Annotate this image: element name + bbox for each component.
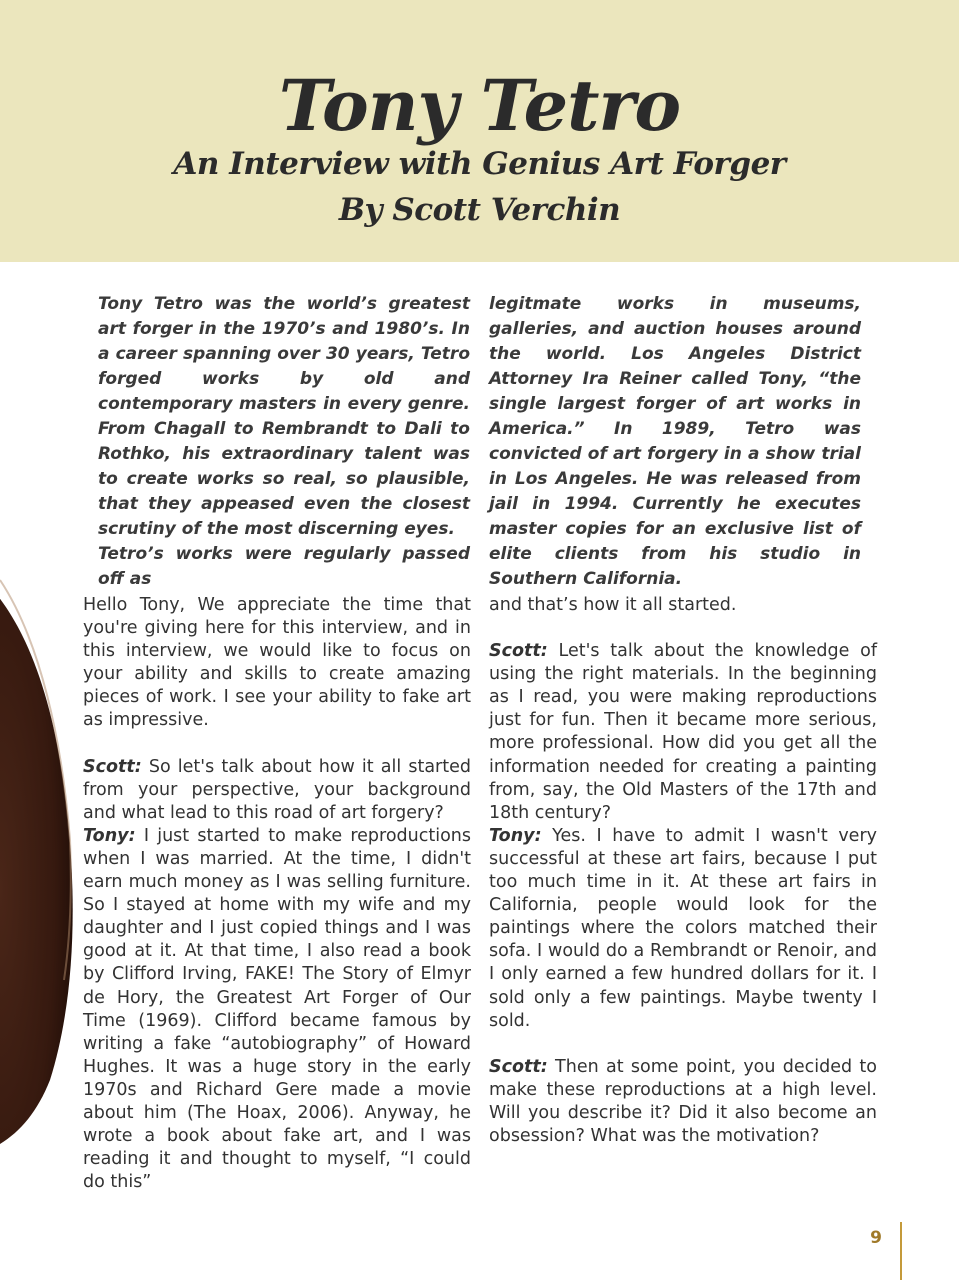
article-title: Tony Tetro bbox=[278, 64, 681, 147]
answer-paragraph bbox=[83, 825, 471, 1195]
question-text: Then at some point, you decided to make these reproductions at a high level. Will you describe it? Did it also become an obsession? What was the motivation? bbox=[489, 1056, 877, 1146]
article-byline: By Scott Verchin bbox=[338, 192, 621, 228]
painting-fragment-image bbox=[0, 560, 75, 1160]
question-paragraph bbox=[489, 640, 877, 825]
page-number: 9 bbox=[870, 1228, 882, 1248]
speaker-label: Tony: bbox=[489, 825, 542, 846]
speaker-label: Scott: bbox=[83, 756, 142, 777]
speaker-label: Scott: bbox=[489, 641, 548, 662]
question-paragraph bbox=[83, 756, 471, 825]
speaker-label: Scott: bbox=[489, 1056, 548, 1077]
interview-column-left bbox=[83, 594, 471, 1194]
speaker-label: Tony: bbox=[83, 825, 136, 846]
question-text: So let's talk about how it all started from your perspective, your background and what lead to this road of art forgery? bbox=[83, 756, 471, 823]
answer-paragraph bbox=[489, 825, 877, 1033]
intro-paragraph: legitmate works in museums, galleries, and auction houses around the world. Los Angeles District Attorney Ira Reiner called Tony, “the single largest forger of art works in America.” In 1989, Tetro was convicted of art forgery in a show trial in Los Angeles. He was released from jail in 1994. Currently he executes master copies for an exclusive list of elite clients from his studio in Southern California. bbox=[489, 294, 861, 589]
answer-continuation: and that’s how it all started. bbox=[489, 595, 737, 615]
question-paragraph bbox=[489, 1056, 877, 1148]
answer-text: Yes. I have to admit I wasn't very successful at these art fairs, because I put too much time in it. At these art fairs in California, people would look for the paintings where the colors matched their sofa. I would do a Rembrandt or Renoir, and I only earned a few hundred dollars for it. I sold only a few paintings. Maybe twenty I sold. bbox=[489, 825, 877, 1031]
intro-paragraph: Tony Tetro was the world’s greatest art forger in the 1970’s and 1980’s. In a career spanning over 30 years, Tetro forged works by old and contemporary masters in every genre. From Chagall to Rembrandt to Dali to Rothko, his extraordinary talent was to create works so real, so plausible, that they appeased even the closest scrutiny of the most discerning eyes. bbox=[98, 294, 470, 539]
interview-column-right bbox=[489, 594, 877, 1171]
intro-column-left bbox=[98, 292, 470, 592]
page-divider bbox=[900, 1222, 902, 1280]
title-banner bbox=[0, 0, 959, 262]
article-subtitle: An Interview with Genius Art Forger bbox=[173, 146, 786, 182]
question-text: Let's talk about the knowledge of using the right materials. In the beginning as I read, you were making reproductions just for fun. Then it became more serious, more professional. How did you get all the information needed for creating a painting from, say, the Old Masters of the 17th and 18th century? bbox=[489, 641, 877, 823]
intro-column-right bbox=[489, 292, 861, 592]
answer-text: I just started to make reproductions when I was married. At the time, I didn't earn much money as I was selling furniture. So I stayed at home with my wife and my daughter and I just copied things and I was good at it. At that time, I also read a book by Clifford Irving, FAKE! The Story of Elmyr de Hory, the Greatest Art Forger of Our Time (1969). Clifford became famous by writing a fake “autobiography” of Howard Hughes. It was a huge story in the early 1970s and Richard Gere made a movie about him (The Hoax, 2006). Anyway, he wrote a book about fake art, and I was reading it and thought to myself, “I could do this” bbox=[83, 825, 471, 1193]
intro-paragraph: Tetro’s works were regularly passed off as bbox=[98, 544, 470, 589]
interview-opening: Hello Tony, We appreciate the time that you're giving here for this interview, and in this interview, we would like to focus on your ability and skills to create amazing pieces of work. I see your ability to fake art as impressive. bbox=[83, 595, 471, 731]
